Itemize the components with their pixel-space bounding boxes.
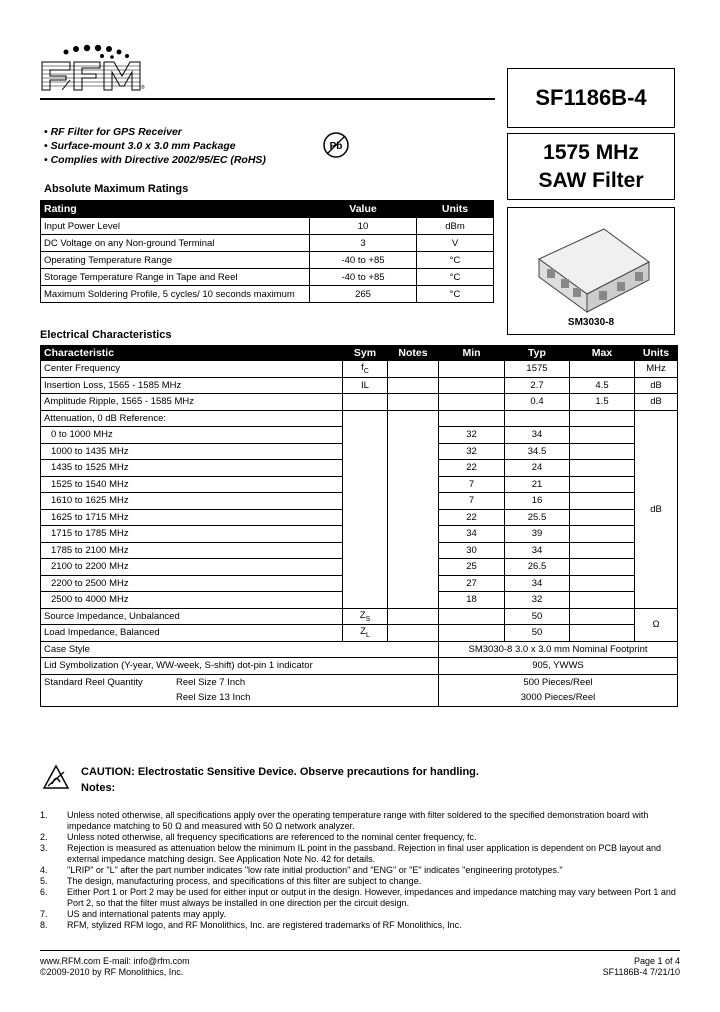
table-cell: 24 <box>505 460 570 477</box>
col-max: Max <box>570 346 635 361</box>
table-cell: -40 to +85 <box>310 269 417 286</box>
abs-max-table <box>40 200 494 303</box>
caution-text: CAUTION: Electrostatic Sensitive Device. Observe precautions for handling. <box>81 766 479 778</box>
table-cell <box>388 377 439 394</box>
table-row <box>41 346 678 361</box>
table-cell: 7 <box>439 476 505 493</box>
col-notes: Notes <box>388 346 439 361</box>
notes-title: Notes: <box>81 782 116 794</box>
table-cell: 1525 to 1540 MHz <box>41 476 343 493</box>
pb-text: Pb <box>329 141 343 152</box>
table-cell <box>570 493 635 510</box>
col-units: Units <box>417 201 494 218</box>
note-item: 8. RFM, stylized RFM logo, and RF Monolithics, Inc. are registered trademarks of RF Monolithics, Inc. <box>40 920 462 930</box>
package-image <box>509 214 674 314</box>
footer-right <box>603 956 680 978</box>
elec-table <box>40 345 678 707</box>
table-cell: dB <box>635 377 678 394</box>
table-cell: 18 <box>439 592 505 609</box>
table-cell: 3000 Pieces/Reel <box>439 690 678 706</box>
table-cell: Reel Size 13 Inch <box>41 690 439 706</box>
table-cell <box>343 394 388 411</box>
table-cell: 1610 to 1625 MHz <box>41 493 343 510</box>
table-cell: 905, YWWS <box>439 658 678 675</box>
table-row <box>41 269 494 286</box>
table-cell: 34.5 <box>505 443 570 460</box>
table-cell: °C <box>417 252 494 269</box>
table-cell: Lid Symbolization (Y-year, WW-week, S-shift) dot-pin 1 indicator <box>41 658 439 675</box>
feature-list <box>44 125 266 167</box>
sym-zs: $Z_S$ <box>343 608 388 625</box>
table-cell <box>570 542 635 559</box>
note-item: 4. "LRIP" or "L" after the part number indicates "low rate initial production" and "ENG" or "E" indicates "engineering prototypes." <box>40 865 563 875</box>
table-row <box>41 690 678 706</box>
part-number: SF1186B-4 <box>535 85 647 110</box>
table-cell: °C <box>417 269 494 286</box>
table-cell: 2500 to 4000 MHz <box>41 592 343 609</box>
note-item: 3. Rejection is measured as attenuation below the minimum IL point in the passband. Rejection in final user application is dependent on PCB layout and external impedance matching design. See Application Note No. 42 for details. <box>40 843 662 864</box>
footer-rule <box>40 950 680 951</box>
table-cell <box>570 361 635 378</box>
table-cell: 25.5 <box>505 509 570 526</box>
table-cell <box>388 361 439 378</box>
feature-item: • RF Filter for GPS Receiver <box>44 125 266 139</box>
table-cell: SM3030-8 3.0 x 3.0 mm Nominal Footprint <box>439 641 678 658</box>
table-cell <box>570 526 635 543</box>
table-cell: 34 <box>439 526 505 543</box>
table-cell: DC Voltage on any Non-ground Terminal <box>41 235 310 252</box>
note-item: 2. Unless noted otherwise, all frequency specifications are referenced to the nominal center frequency, fc. <box>40 832 477 842</box>
sym-fc: $f_C$ <box>343 361 388 378</box>
table-row <box>41 218 494 235</box>
table-row <box>41 252 494 269</box>
table-cell: 32 <box>505 592 570 609</box>
table-cell <box>439 625 505 642</box>
table-cell: Input Power Level <box>41 218 310 235</box>
table-cell <box>570 410 635 427</box>
table-cell <box>388 394 439 411</box>
table-cell <box>439 377 505 394</box>
table-cell: 7 <box>439 493 505 510</box>
table-cell: 16 <box>505 493 570 510</box>
rfm-logo <box>40 42 150 92</box>
footer-page: Page 1 of 4 <box>633 956 680 966</box>
table-cell <box>570 625 635 642</box>
table-cell: Center Frequency <box>41 361 343 378</box>
table-cell: 4.5 <box>570 377 635 394</box>
table-cell: 265 <box>310 286 417 303</box>
table-cell <box>570 509 635 526</box>
table-cell <box>388 410 439 608</box>
table-cell <box>439 394 505 411</box>
table-row <box>41 201 494 218</box>
svg-text:®: ® <box>141 85 145 91</box>
table-cell: 500 Pieces/Reel <box>439 674 678 690</box>
feature-item: • Complies with Directive 2002/95/EC (RoHS) <box>44 153 266 167</box>
table-row <box>41 235 494 252</box>
table-cell: dB <box>635 394 678 411</box>
elec-title: Electrical Characteristics <box>40 329 172 341</box>
table-cell: 10 <box>310 218 417 235</box>
table-cell <box>505 410 570 427</box>
table-cell <box>439 361 505 378</box>
table-cell: -40 to +85 <box>310 252 417 269</box>
notes-list <box>40 810 680 931</box>
esd-warning-icon <box>42 764 70 792</box>
table-cell: 27 <box>439 575 505 592</box>
table-cell: 34 <box>505 427 570 444</box>
table-cell <box>439 608 505 625</box>
table-cell: 32 <box>439 443 505 460</box>
table-cell <box>439 410 505 427</box>
table-cell: 50 <box>505 608 570 625</box>
col-sym: Sym <box>343 346 388 361</box>
table-cell <box>570 559 635 576</box>
product-type: SAW Filter <box>538 168 644 192</box>
footer-doc: SF1186B-4 7/21/10 <box>602 967 680 977</box>
col-value: Value <box>310 201 417 218</box>
col-min: Min <box>439 346 505 361</box>
table-cell: 1715 to 1785 MHz <box>41 526 343 543</box>
note-item: 7. US and international patents may apply. <box>40 909 226 919</box>
table-cell: Operating Temperature Range <box>41 252 310 269</box>
note-item: 1. Unless noted otherwise, all specifications apply over the operating temperature range with filter soldered to the specified demonstration board with impedance matching to 50 Ω and measured with 50 Ω network analyzer. <box>40 810 649 831</box>
table-cell: Maximum Soldering Profile, 5 cycles/ 10 seconds maximum <box>41 286 310 303</box>
table-cell: 1625 to 1715 MHz <box>41 509 343 526</box>
table-cell: °C <box>417 286 494 303</box>
table-cell <box>570 592 635 609</box>
table-row <box>41 377 678 394</box>
table-cell <box>570 427 635 444</box>
table-cell: Standard Reel Quantity Reel Size 7 Inch <box>41 674 439 690</box>
header-rule <box>40 98 495 100</box>
table-cell: V <box>417 235 494 252</box>
frequency-label: 1575 MHz <box>543 140 639 164</box>
table-cell: Attenuation, 0 dB Reference: <box>41 410 343 427</box>
table-cell: 34 <box>505 575 570 592</box>
table-cell: 21 <box>505 476 570 493</box>
table-cell: 2100 to 2200 MHz <box>41 559 343 576</box>
table-row <box>41 394 678 411</box>
table-cell: 0 to 1000 MHz <box>41 427 343 444</box>
table-cell: 1.5 <box>570 394 635 411</box>
table-cell <box>570 476 635 493</box>
table-row <box>41 674 678 690</box>
table-cell: 22 <box>439 509 505 526</box>
col-typ: Typ <box>505 346 570 361</box>
table-cell: 30 <box>439 542 505 559</box>
table-row <box>41 410 678 427</box>
table-cell: 32 <box>439 427 505 444</box>
table-cell: Case Style <box>41 641 439 658</box>
table-cell: Load Impedance, Balanced <box>41 625 343 642</box>
table-cell <box>343 410 388 608</box>
table-cell: 1575 <box>505 361 570 378</box>
table-cell: IL <box>343 377 388 394</box>
feature-item: • Surface-mount 3.0 x 3.0 mm Package <box>44 139 266 153</box>
table-cell: 25 <box>439 559 505 576</box>
table-cell: 26.5 <box>505 559 570 576</box>
table-cell <box>570 460 635 477</box>
table-cell: Source Impedance, Unbalanced <box>41 608 343 625</box>
abs-max-title: Absolute Maximum Ratings <box>44 183 189 195</box>
footer-copyright: ©2009-2010 by RF Monolithics, Inc. <box>40 967 184 977</box>
table-cell: 1785 to 2100 MHz <box>41 542 343 559</box>
table-cell <box>570 575 635 592</box>
col-units: Units <box>635 346 678 361</box>
table-cell: 50 <box>505 625 570 642</box>
table-cell: 2.7 <box>505 377 570 394</box>
table-cell <box>570 443 635 460</box>
table-cell: Storage Temperature Range in Tape and Reel <box>41 269 310 286</box>
frequency-box <box>507 133 675 200</box>
package-box <box>507 207 675 335</box>
note-item: 5. The design, manufacturing process, and specifications of this filter are subject to change. <box>40 876 422 886</box>
table-row <box>41 361 678 378</box>
table-cell: 3 <box>310 235 417 252</box>
table-cell <box>388 608 439 625</box>
table-cell: 22 <box>439 460 505 477</box>
table-cell: 2200 to 2500 MHz <box>41 575 343 592</box>
table-row <box>41 608 678 625</box>
part-number-box <box>507 68 675 128</box>
footer-web: www.RFM.com E-mail: info@rfm.com <box>40 956 190 966</box>
table-cell <box>388 625 439 642</box>
table-cell: 39 <box>505 526 570 543</box>
table-cell: dBm <box>417 218 494 235</box>
sym-zl: $Z_L$ <box>343 625 388 642</box>
table-row <box>41 658 678 675</box>
table-cell: Insertion Loss, 1565 - 1585 MHz <box>41 377 343 394</box>
col-rating: Rating <box>41 201 310 218</box>
package-label: SM3030-8 <box>567 317 615 328</box>
table-cell: 1435 to 1525 MHz <box>41 460 343 477</box>
table-cell: MHz <box>635 361 678 378</box>
table-cell: Ω <box>635 608 678 641</box>
table-cell <box>570 608 635 625</box>
table-row <box>41 625 678 642</box>
table-cell: 1000 to 1435 MHz <box>41 443 343 460</box>
col-characteristic: Characteristic <box>41 346 343 361</box>
note-item: 6. Either Port 1 or Port 2 may be used for either input or output in the design. However, impedances and impedance matching may vary between Port 1 and Port 2, so that the filter must always be installed in one direction per the circuit design. <box>40 887 676 908</box>
footer-left <box>40 956 190 978</box>
table-row <box>41 641 678 658</box>
pb-free-icon <box>322 131 350 159</box>
table-cell: 0.4 <box>505 394 570 411</box>
table-cell: 34 <box>505 542 570 559</box>
table-row <box>41 286 494 303</box>
table-cell: dB <box>635 410 678 608</box>
table-cell: Amplitude Ripple, 1565 - 1585 MHz <box>41 394 343 411</box>
